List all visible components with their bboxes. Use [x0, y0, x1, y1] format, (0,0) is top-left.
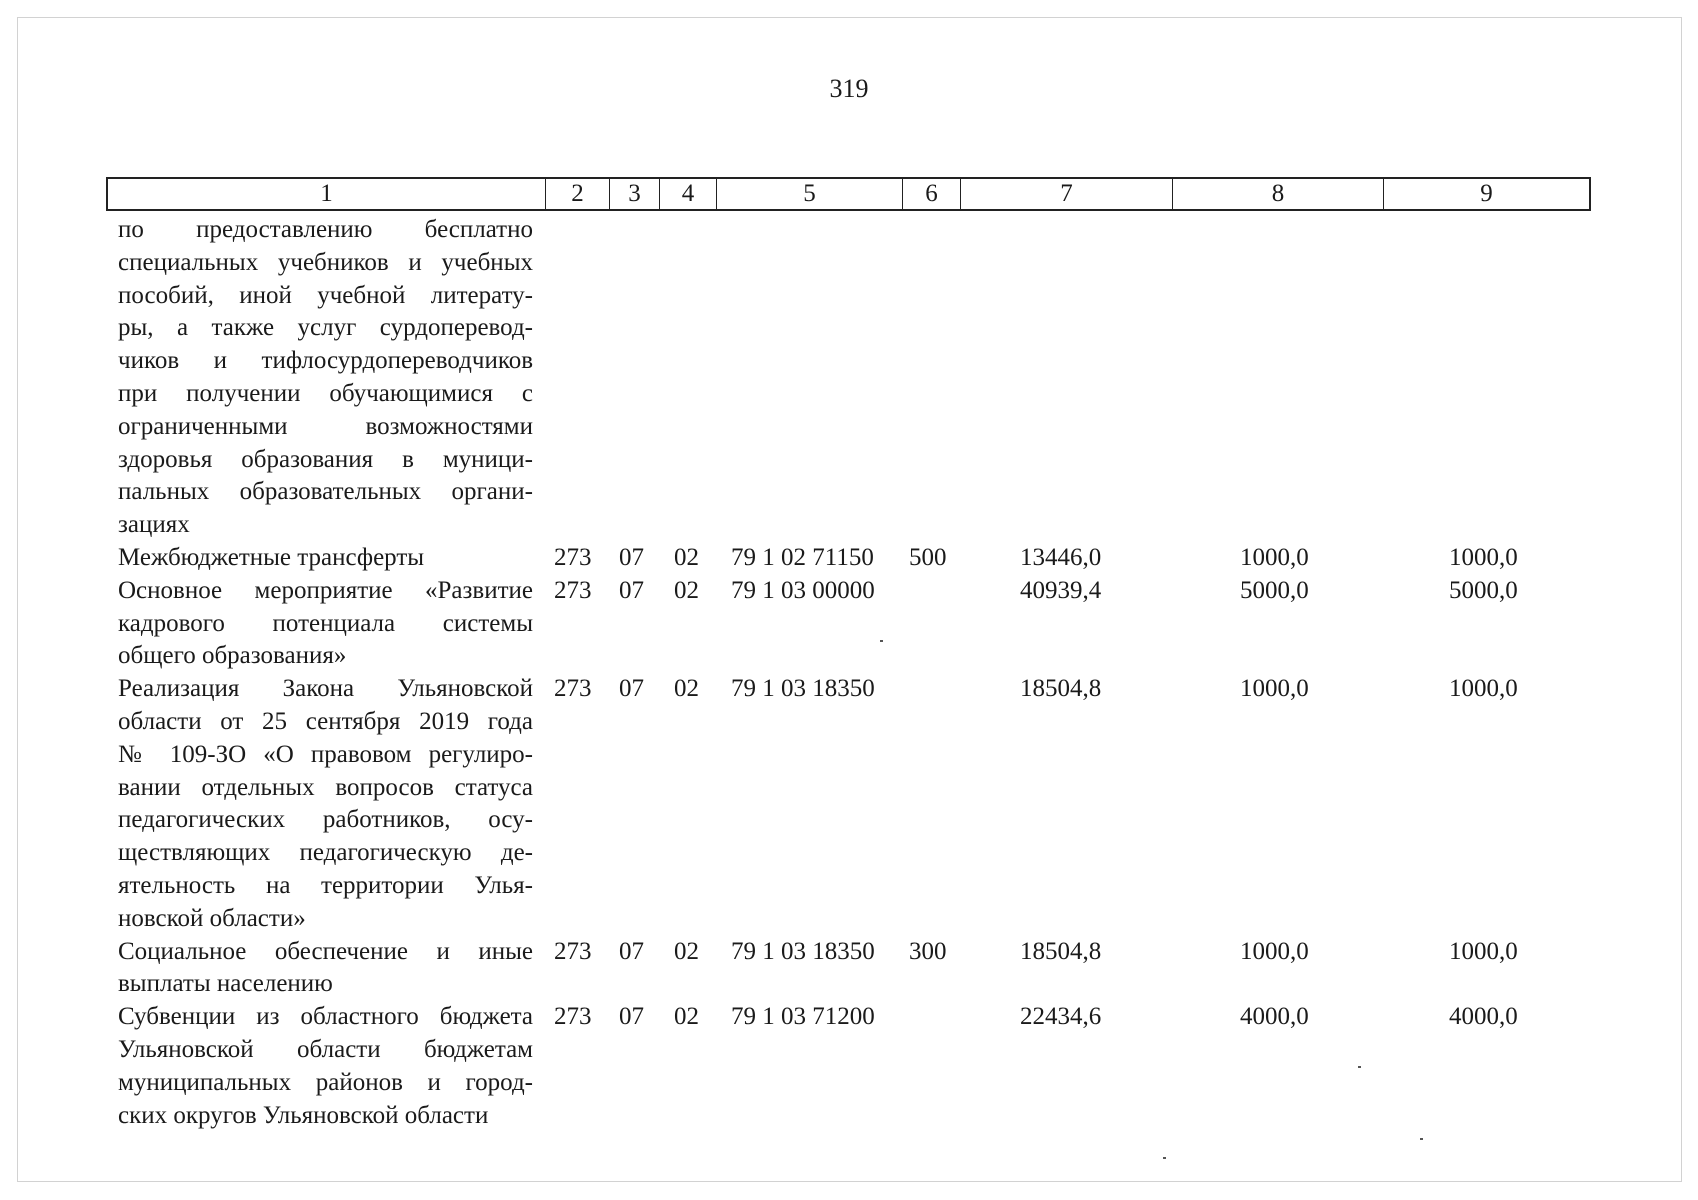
- description-line: кадрового потенциала системы: [118, 609, 533, 637]
- description-line: ятельность на территории Улья-: [118, 871, 533, 899]
- description-line: зациях: [118, 511, 190, 539]
- description-line: пособий, иной учебной литерату-: [118, 281, 533, 309]
- row-description: [118, 673, 533, 935]
- cell-col-2: 273: [554, 544, 592, 571]
- header-col-1: 1: [320, 180, 333, 207]
- cell-col-3: 07: [619, 544, 644, 571]
- description-line: вании отдельных вопросов статуса: [118, 773, 533, 801]
- cell-col-7: 13446,0: [1020, 544, 1102, 571]
- cell-col-3: 07: [619, 576, 644, 604]
- page-number: 319: [829, 74, 869, 103]
- cell-col-7: 22434,6: [1020, 1003, 1102, 1031]
- cell-col-4: 02: [674, 544, 699, 571]
- header-col-9: 9: [1383, 179, 1589, 209]
- cell-col-2: 273: [554, 937, 592, 965]
- description-line: общего образования»: [118, 642, 347, 670]
- header-col-4: 4: [659, 179, 716, 209]
- cell-col-3: 07: [619, 1003, 644, 1031]
- description-line: муниципальных районов и город-: [118, 1068, 533, 1096]
- cell-col-2: 273: [554, 576, 592, 604]
- row-description: [118, 1001, 533, 1132]
- cell-col-3: 07: [619, 675, 644, 703]
- cell-col-5: 79 1 03 18350: [731, 937, 875, 965]
- cell-col-8: 4000,0: [1240, 1003, 1309, 1031]
- cell-col-2: 273: [554, 675, 592, 703]
- description-line: ских округов Ульяновской области: [118, 1101, 489, 1129]
- cell-col-9: 1000,0: [1449, 675, 1518, 703]
- header-col-2: 2: [545, 179, 609, 209]
- cell-col-4: 02: [674, 1003, 699, 1031]
- description-line: ществляющих педагогическую де-: [118, 839, 533, 867]
- cell-col-9: 1000,0: [1449, 544, 1518, 571]
- description-line: № 109-ЗО «О правовом регулиро-: [118, 740, 533, 768]
- description-line: Ульяновской области бюджетам: [118, 1035, 533, 1063]
- cell-col-3: 07: [619, 937, 644, 965]
- description-line: области от 25 сентября 2019 года: [118, 707, 533, 735]
- header-col-5: 5: [716, 179, 902, 209]
- description-line: выплаты населению: [118, 970, 333, 998]
- description-line: новской области»: [118, 904, 306, 932]
- cell-col-8: 1000,0: [1240, 937, 1309, 965]
- header-col-3: 3: [609, 179, 659, 209]
- scan-speck: [1163, 1157, 1166, 1159]
- description-line: Социальное обеспечение и иные: [118, 937, 533, 965]
- description-line: ры, а также услуг сурдоперевод-: [118, 314, 533, 342]
- table-header: [106, 177, 1591, 211]
- description-line: педагогических работников, осу-: [118, 806, 533, 834]
- cell-col-9: 5000,0: [1449, 576, 1518, 604]
- cell-col-7: 18504,8: [1020, 937, 1102, 965]
- description-line: Межбюджетные трансферты: [118, 544, 425, 571]
- cell-col-4: 02: [674, 576, 699, 604]
- scan-speck: [1420, 1138, 1423, 1140]
- cell-col-8: 1000,0: [1240, 675, 1309, 703]
- description-line: Субвенции из областного бюджета: [118, 1003, 533, 1031]
- description-line: специальных учебников и учебных: [118, 248, 533, 276]
- header-col-7: 7: [960, 179, 1172, 209]
- cell-col-8: 5000,0: [1240, 576, 1309, 604]
- description-line: чиков и тифлосурдопереводчиков: [118, 347, 533, 375]
- row-description: [118, 214, 533, 542]
- description-line: здоровья образования в муници-: [118, 445, 533, 473]
- cell-col-4: 02: [674, 675, 699, 703]
- scan-speck: [1358, 1066, 1361, 1068]
- cell-col-7: 40939,4: [1020, 576, 1102, 604]
- row-description: [118, 542, 533, 575]
- scan-speck: [880, 640, 883, 642]
- cell-col-7: 18504,8: [1020, 675, 1102, 703]
- cell-col-4: 02: [674, 937, 699, 965]
- description-line: ограниченными возможностями: [118, 412, 533, 440]
- description-line: при получении обучающимися с: [118, 379, 533, 407]
- cell-col-8: 1000,0: [1240, 544, 1309, 571]
- cell-col-5: 79 1 03 00000: [731, 576, 875, 604]
- row-description: [118, 936, 533, 1002]
- cell-col-5: 79 1 03 18350: [731, 675, 875, 703]
- description-line: по предоставлению бесплатно: [118, 216, 533, 243]
- description-line: Реализация Закона Ульяновской: [118, 675, 533, 703]
- header-col-6: 6: [902, 179, 960, 209]
- cell-col-6: 500: [909, 544, 947, 571]
- cell-col-6: 300: [909, 937, 947, 965]
- cell-col-5: 79 1 02 71150: [731, 544, 874, 571]
- cell-col-9: 1000,0: [1449, 937, 1518, 965]
- description-line: пальных образовательных органи-: [118, 478, 533, 506]
- header-col-8: 8: [1172, 179, 1383, 209]
- cell-col-2: 273: [554, 1003, 592, 1031]
- cell-col-5: 79 1 03 71200: [731, 1003, 875, 1031]
- row-description: [118, 575, 533, 673]
- description-line: Основное мероприятие «Развитие: [118, 576, 533, 604]
- cell-col-9: 4000,0: [1449, 1003, 1518, 1031]
